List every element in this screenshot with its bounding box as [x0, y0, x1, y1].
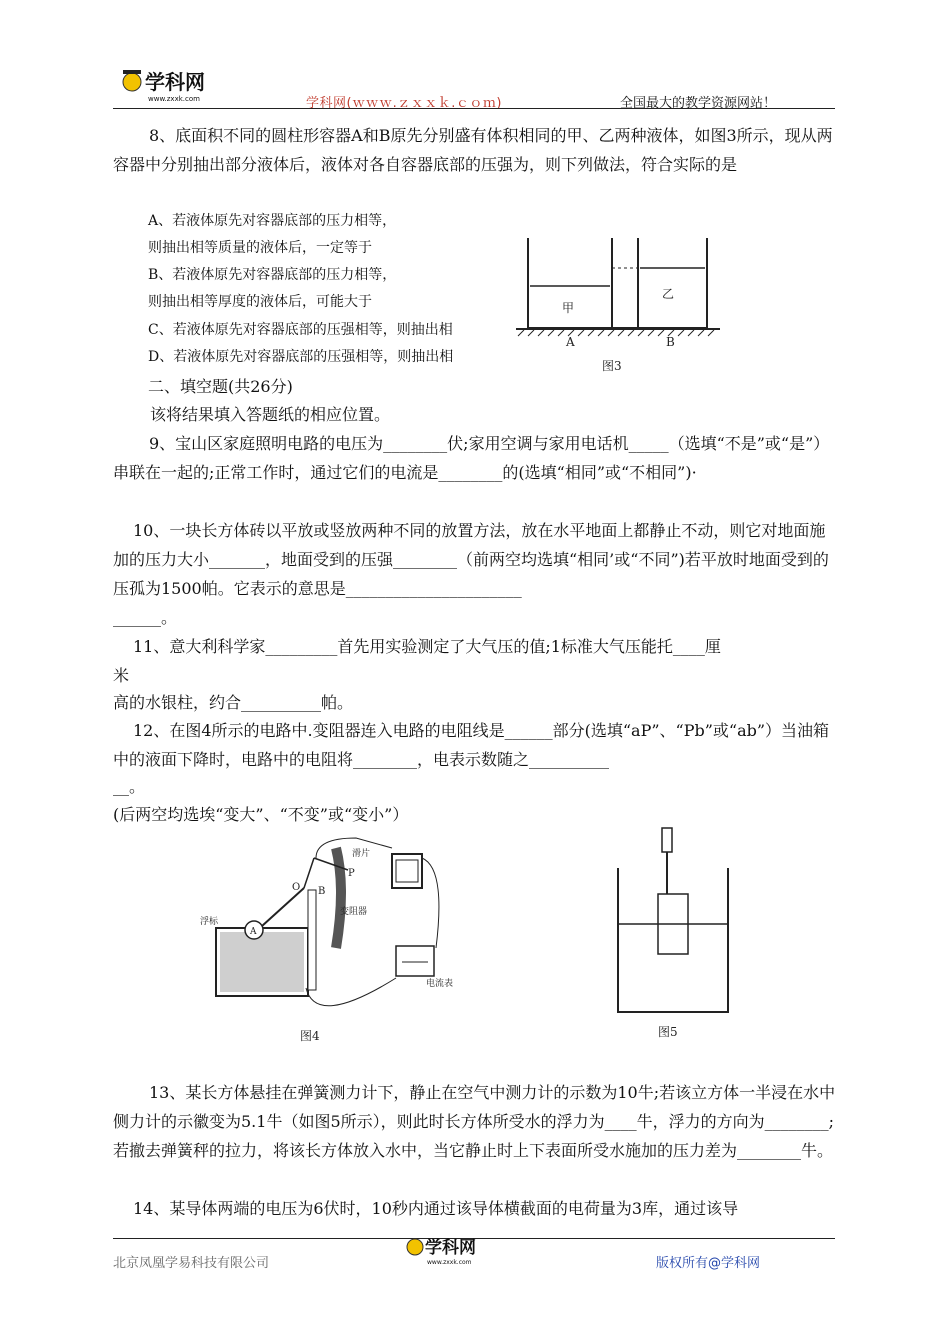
svg-text:A: A [250, 927, 257, 937]
fig4-float-label: 浮标 [200, 917, 219, 927]
footer-logo [405, 1233, 495, 1267]
header-logo [118, 66, 228, 106]
label-yi: 乙 [662, 287, 675, 301]
q8-option-a1: A、若液体原先对容器底部的压力相等， [148, 213, 397, 229]
figure-4 [196, 828, 468, 1050]
q11-line1: 11、意大利科学家_________首先用实验测定了大气压的值;1标准大气压能托____厘 [133, 637, 721, 656]
svg-text:P: P [348, 868, 355, 879]
q12-note: (后两空均选埃“变大”、“不变”或“变小”） [113, 805, 409, 824]
svg-text:B: B [318, 886, 326, 897]
q9-text: 9、宝山区家庭照明电路的电压为________伏;家用空调与家用电话机_____（选填“不是”或“是”）串联在一起的;正常工作时，通过它们的电流是________的(选填“相同”或“不相同”)· [113, 434, 830, 482]
q12-text: 12、在图4所示的电路中.变阻器连入电路的电阻线是______部分(选填“aP”、“Pb”或“ab”）当油箱中的液面下降时，电路中的电阻将________，电表示数随之__________ [113, 721, 830, 769]
svg-text:www.zxxk.com: www.zxxk.com [427, 1259, 472, 1266]
q8-option-d: D、若液体原先对容器底部的压强相等，则抽出相 [148, 349, 454, 365]
section-title: 二、填空题(共26分) [148, 377, 293, 396]
header-logo-url: www.zxxk.com [148, 95, 200, 103]
figure-5-caption: 图5 [658, 1025, 678, 1039]
footer-copyright[interactable]: 版权所有@学科网 [656, 1256, 761, 1271]
figure-3 [512, 228, 722, 376]
figure-5 [614, 822, 734, 1048]
label-jia: 甲 [562, 301, 575, 315]
footer-company: 北京凤凰学易科技有限公司 [113, 1256, 270, 1271]
q13-text: 13、某长方体悬挂在弹簧测力计下，静止在空气中测力计的示数为10牛;若该立方体一半浸在水中侧力计的示徽变为5.1牛（如图5所示），则此时长方体所受水的浮力为____牛，浮力的方向为________;若撤去弹簧秤的拉力，将该长方体放入水中，当它静止时上下表面所受水施加的压力差为________牛。 [113, 1083, 836, 1160]
q11-line3: 高的水银柱，约合__________帕。 [113, 693, 354, 712]
header-rule [113, 108, 835, 109]
header-slogan: 全国最大的教学资源网站！ [620, 96, 777, 111]
q10-text: 10、一块长方体砖以平放或竖放两种不同的放置方法，放在水平地面上都静止不动，则它对地面施加的压力大小_______，地面受到的压强________（前两空均选填“相同’或“不同”)若平放时地面受到的压孤为1500帕。它表示的意思是______________________ [113, 521, 829, 598]
header-logo-text: 学科网 [145, 70, 205, 94]
fig4-slider-label: 滑片 [352, 849, 371, 859]
figure-4-caption: 图4 [300, 1029, 320, 1043]
fig4-rheostat-label: 变阻器 [340, 907, 368, 917]
label-a: A [566, 335, 575, 349]
header-site-link[interactable]: 学科网(ｗｗｗ.ｚｘｘｋ.ｃｏｍ) [306, 96, 502, 111]
svg-text:学科网: 学科网 [425, 1238, 476, 1258]
q14-text: 14、某导体两端的电压为6伏时，10秒内通过该导体横截面的电荷量为3库，通过该导 [133, 1199, 739, 1218]
q8-option-a2: 则抽出相等质量的液体后，一定等于 [148, 240, 372, 256]
section-note: 该将结果填入答题纸的相应位置。 [150, 405, 391, 424]
label-b: B [666, 335, 675, 349]
q8-stem: 8、底面积不同的圆柱形容器A和B原先分别盛有体积相同的甲、乙两种液体，如图3所示，现从两容器中分别抽出部分液体后，液体对各自容器底部的压强为，则下列做法，符合实际的是 [113, 126, 833, 174]
q8-option-b2: 则抽出相等厚度的液体后，可能大于 [148, 294, 372, 310]
svg-text:O: O [292, 882, 301, 893]
fig4-meter-label: 电流表 [426, 979, 454, 989]
q12-tail: __。 [113, 777, 146, 796]
q8-option-c: C、若液体原先对容器底部的压强相等，则抽出相 [148, 322, 453, 338]
q8-option-b1: B、若液体原先对容器底部的压力相等， [148, 267, 397, 283]
q10-tail: ______。 [113, 608, 178, 627]
q11-line2: 米 [113, 666, 130, 685]
figure-3-caption: 图3 [602, 359, 622, 373]
